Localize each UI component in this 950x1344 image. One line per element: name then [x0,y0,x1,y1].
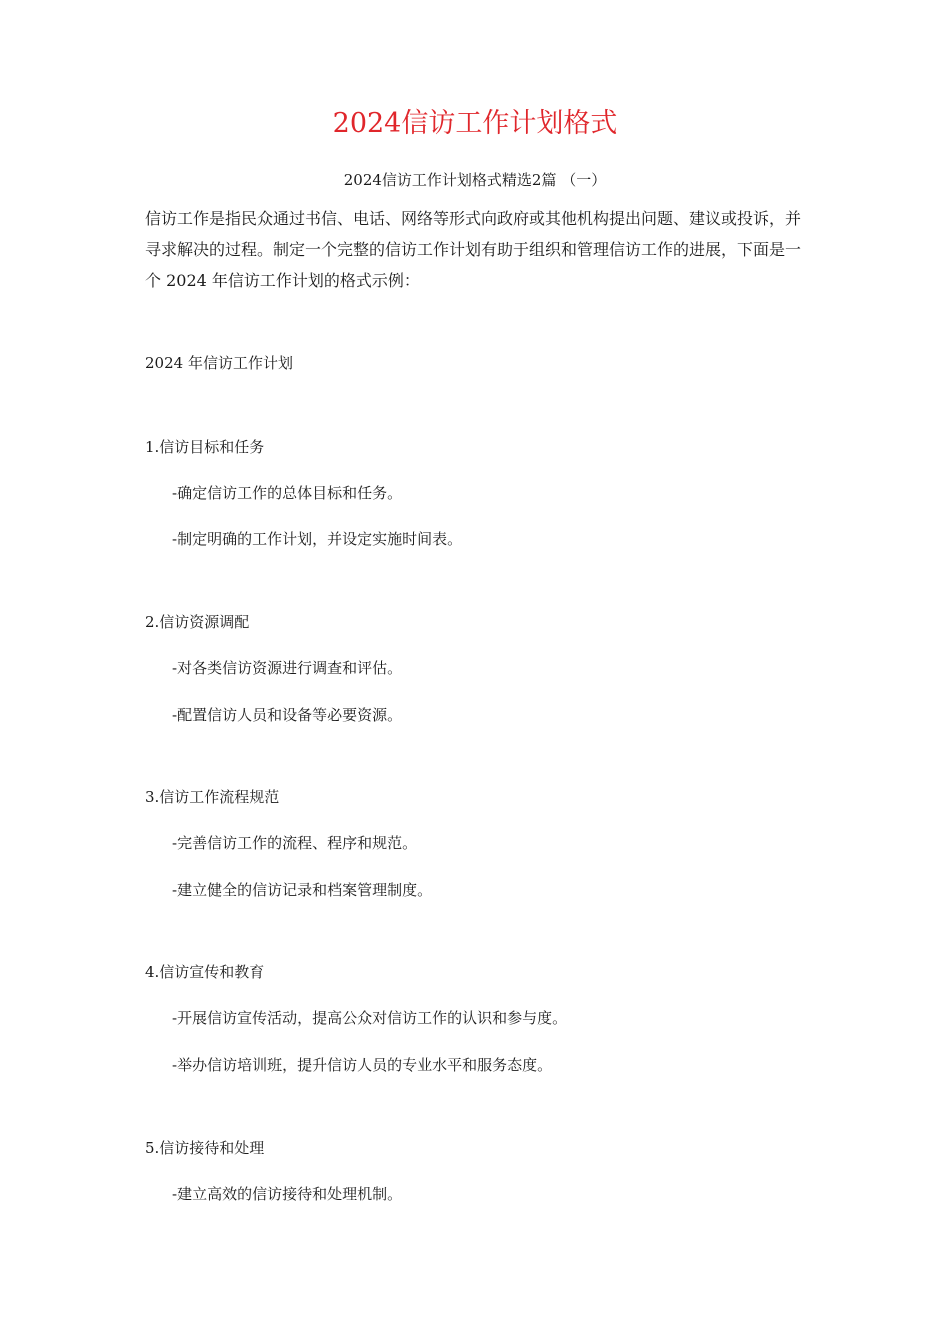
list-item: -建立高效的信访接待和处理机制。 [172,1185,403,1203]
section-title: 5.信访接待和处理 [145,1139,265,1157]
section-title: 4.信访宣传和教育 [145,963,265,981]
list-item: -对各类信访资源进行调查和评估。 [172,659,403,677]
plan-heading: 2024 年信访工作计划 [145,354,293,372]
list-item: -制定明确的工作计划，并设定实施时间表。 [172,530,463,548]
list-item: -完善信访工作的流程、程序和规范。 [172,834,418,852]
section-title: 3.信访工作流程规范 [145,788,280,806]
list-item: -配置信访人员和设备等必要资源。 [172,706,403,724]
section-title: 1.信访目标和任务 [145,438,265,456]
intro-paragraph: 信访工作是指民众通过书信、电话、网络等形式向政府或其他机构提出问题、建议或投诉，并寻求解决的过程。制定一个完整的信访工作计划有助于组织和管理信访工作的进展，下面是一个 2024 年信访工作计划的格式示例： [145,209,802,290]
list-item: -开展信访宣传活动，提高公众对信访工作的认识和参与度。 [172,1009,568,1027]
section-title: 2.信访资源调配 [145,613,250,631]
list-item: -确定信访工作的总体目标和任务。 [172,484,403,502]
list-item: -举办信访培训班，提升信访人员的专业水平和服务态度。 [172,1056,553,1074]
document-subtitle: 2024信访工作计划格式精选2篇 （一） [343,171,607,189]
list-item: -建立健全的信访记录和档案管理制度。 [172,881,433,899]
document-title: 2024信访工作计划格式 [332,108,618,139]
